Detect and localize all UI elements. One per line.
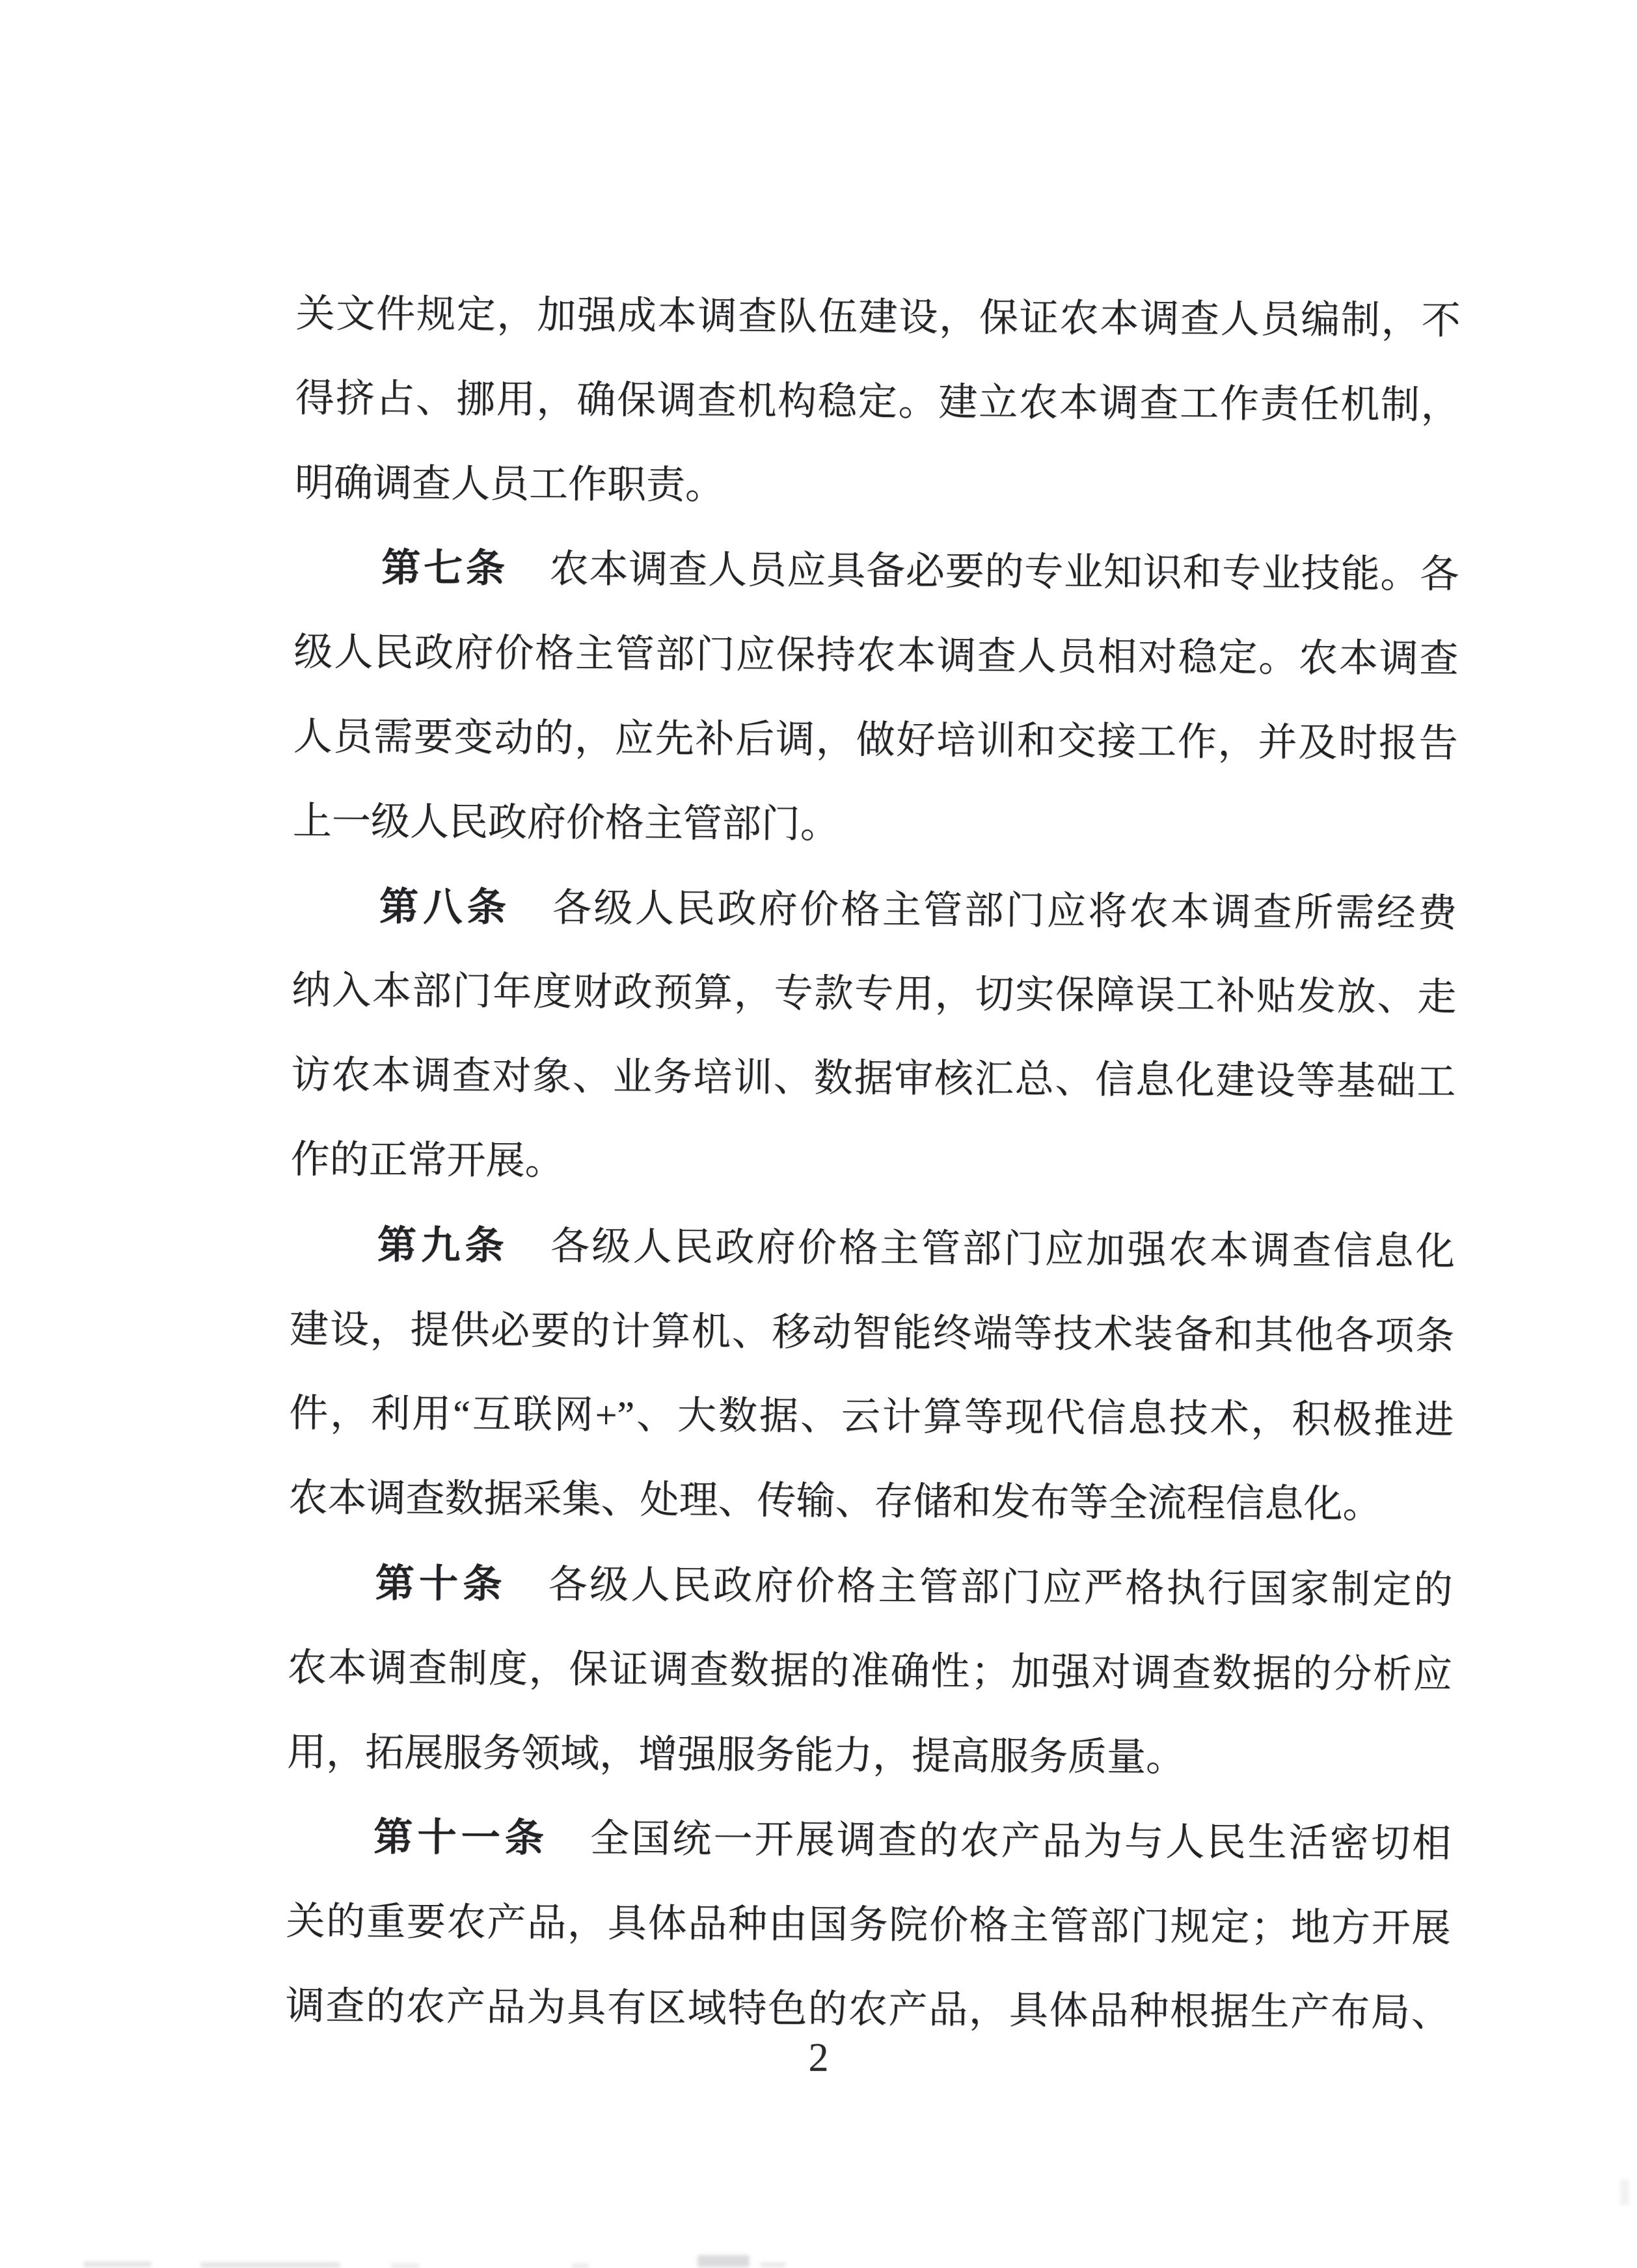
text-line-article-7 (294, 525, 1459, 617)
line-text: 明确调查人员工作职责。 (294, 461, 725, 507)
text-line-article-11 (286, 1794, 1452, 1887)
text-line (290, 1288, 1455, 1379)
text-line (293, 610, 1459, 702)
line-text: 关文件规定，加强成本调查队伍建设，保证农本调查人员编制，不 (295, 291, 1461, 342)
line-text: 各级人民政府价格主管部门应加强农本调查信息化 (550, 1224, 1455, 1273)
scan-artifact (83, 2261, 152, 2267)
article-number-label: 第十一条 (373, 1815, 549, 1860)
article-number-label: 第八条 (379, 884, 511, 929)
line-text: 作的正常开展。 (290, 1137, 564, 1183)
text-line (295, 357, 1460, 448)
scan-artifact (760, 2262, 786, 2267)
article-number-label: 第九条 (377, 1222, 509, 1267)
document-body-text (285, 272, 1461, 2056)
line-text: 各级人民政府价格主管部门应将农本调查所需经费 (552, 886, 1457, 935)
line-text: 农本调查人员应具备必要的专业知识和专业技能。各 (549, 547, 1459, 597)
line-text: 建设，提供必要的计算机、移动智能终端等技术装备和其他各项条 (289, 1307, 1455, 1358)
text-line (290, 1118, 1455, 1209)
line-text: 件，利用“互联网+”、大数据、云计算等现代信息技术，积极推进 (289, 1392, 1454, 1442)
line-text: 上一级人民政府价格主管部门。 (292, 799, 840, 846)
text-line (295, 441, 1460, 533)
line-text: 全国统一开展调查的农产品为与人民生活密切相 (589, 1817, 1452, 1866)
line-text: 农本调查数据采集、处理、传输、存储和发布等全流程信息化。 (288, 1476, 1382, 1526)
line-text: 农本调查制度，保证调查数据的准确性；加强对调查数据的分析应 (287, 1645, 1453, 1696)
text-line-article-10 (288, 1541, 1453, 1633)
line-text: 各级人民政府价格主管部门应严格执行国家制定的 (548, 1563, 1453, 1612)
article-number-label: 第十条 (375, 1561, 507, 1606)
line-text: 用，拓展服务领域，增强服务能力，提高服务质量。 (286, 1730, 1185, 1779)
text-line (293, 695, 1458, 787)
article-number-label: 第七条 (381, 546, 508, 591)
text-line (291, 949, 1457, 1040)
text-line (287, 1710, 1452, 1802)
text-line-article-8 (292, 864, 1457, 956)
text-line (291, 1033, 1456, 1125)
page-number: 2 (808, 2036, 829, 2080)
text-line-article-9 (290, 1202, 1455, 1295)
line-text: 得挤占、挪用，确保调查机构稳定。建立农本调查工作责任机制， (295, 376, 1460, 427)
text-line (288, 1456, 1454, 1548)
text-line (295, 272, 1461, 364)
line-text: 纳入本部门年度财政预算，专款专用，切实保障误工补贴发放、走 (291, 969, 1457, 1019)
text-line (292, 779, 1457, 871)
line-text: 关的重要农产品，具体品种由国务院价格主管部门规定；地方开展 (286, 1900, 1451, 1951)
line-text: 访农本调查对象、业务培训、数据审核汇总、信息化建设等基础工 (291, 1053, 1456, 1104)
text-line (289, 1371, 1454, 1463)
line-text: 人员需要变动的，应先补后调，做好培训和交接工作，并及时报告 (293, 714, 1458, 765)
text-line (286, 1880, 1451, 1971)
text-line (287, 1626, 1452, 1718)
scan-artifact (1620, 2180, 1629, 2206)
line-text: 调查的农产品为具有区域特色的农产品，具体品种根据生产布局、 (285, 1984, 1450, 2034)
scan-artifact (697, 2255, 750, 2267)
line-text: 级人民政府价格主管部门应保持农本调查人员相对稳定。农本调查 (293, 630, 1459, 681)
